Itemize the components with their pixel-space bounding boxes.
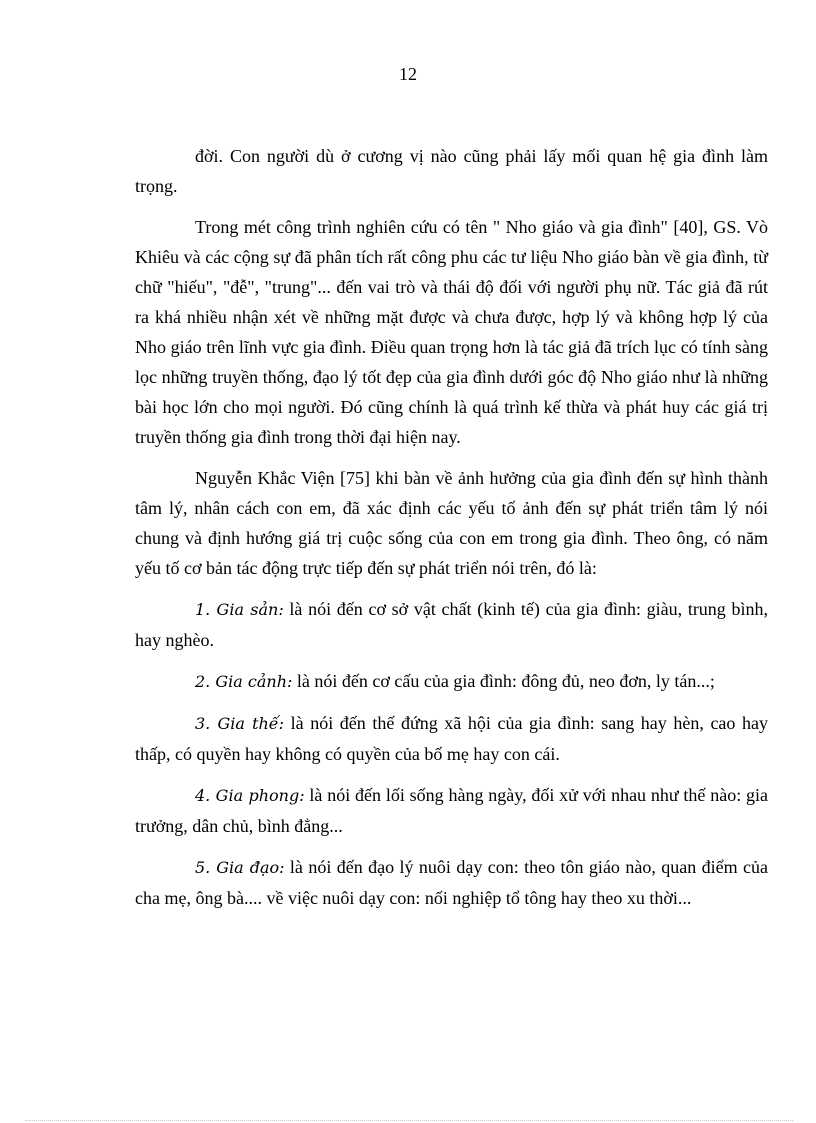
factor-item-gia-canh — [135, 666, 768, 697]
factor-term: Gia sản: — [216, 600, 284, 619]
factor-description: là nói đến cơ sở vật chất (kinh tế) của gia đình: giàu, trung bình, hay nghèo. — [135, 599, 769, 650]
factor-number: 1. — [195, 600, 211, 619]
factor-item-gia-phong — [135, 780, 768, 841]
factor-item-gia-san — [135, 594, 768, 655]
factor-description: là nói đến lối sống hàng ngày, đối xử với nhau như thế nào: gia trưởng, dân chủ, bình đẳng... — [135, 785, 769, 836]
document-body — [135, 141, 768, 924]
paragraph-continuation: đời. Con người dù ở cương vị nào cũng phải lấy mối quan hệ gia đình làm trọng. — [135, 146, 768, 196]
factor-number: 5. — [195, 858, 211, 877]
paragraph-nguyen-khac-vien: Nguyễn Khắc Viện [75] khi bàn về ảnh hưởng của gia đình đến sự hình thành tâm lý, nhân cách con em, đã xác định các yếu tố ảnh đến sự phát triển tâm lý nói chung và định hướng giá trị cuộc sống của con em trong gia đình. Theo ông, có năm yếu tố cơ bản tác động trực tiếp đến sự phát triển nói trên, đó là: — [135, 468, 768, 578]
factor-term: Gia thế: — [217, 714, 285, 733]
factor-number: 3. — [195, 714, 211, 733]
factor-term: Gia phong: — [215, 786, 305, 805]
factor-term: Gia đạo: — [216, 858, 285, 877]
factor-item-gia-dao — [135, 852, 768, 913]
factor-item-gia-the — [135, 708, 768, 769]
page-bottom-dotted-rule — [25, 1120, 793, 1121]
page-number: 12 — [399, 64, 417, 84]
factor-term: Gia cảnh: — [215, 672, 293, 691]
factor-description: là nói đến đạo lý nuôi dạy con: theo tôn giáo nào, quan điểm của cha mẹ, ông bà.... về việc nuôi dạy con: nối nghiệp tổ tông hay theo xu thời... — [135, 857, 769, 908]
paragraph-nho-giao-study: Trong mét công trình nghiên cứu có tên " Nho giáo và gia đình" [40], GS. Vò Khiêu và các cộng sự đã phân tích rất công phu các tư liệu Nho giáo bàn về gia đình, từ chữ "hiếu", "đễ", "trung"... đến vai trò và thái độ đối với người phụ nữ. Tác giả đã rút ra khá nhiều nhận xét về những mặt được và chưa được, hợp lý và không hợp lý của Nho giáo trên lĩnh vực gia đình. Điều quan trọng hơn là tác giả đã trích lục có tính sàng lọc những truyền thống, đạo lý tốt đẹp của gia đình dưới góc độ Nho giáo như là những bài học lớn cho mọi người. Đó cũng chính là quá trình kế thừa và phát huy các giá trị truyền thống gia đình trong thời đại hiện nay. — [135, 217, 768, 447]
factor-description: là nói đến cơ cấu của gia đình: đông đủ, neo đơn, ly tán...; — [292, 671, 715, 691]
factor-number: 2. — [195, 672, 211, 691]
factor-description: là nói đến thế đứng xã hội của gia đình: sang hay hèn, cao hay thấp, có quyền hay không có quyền của bố mẹ hay con cái. — [135, 713, 768, 764]
factor-number: 4. — [195, 786, 211, 805]
